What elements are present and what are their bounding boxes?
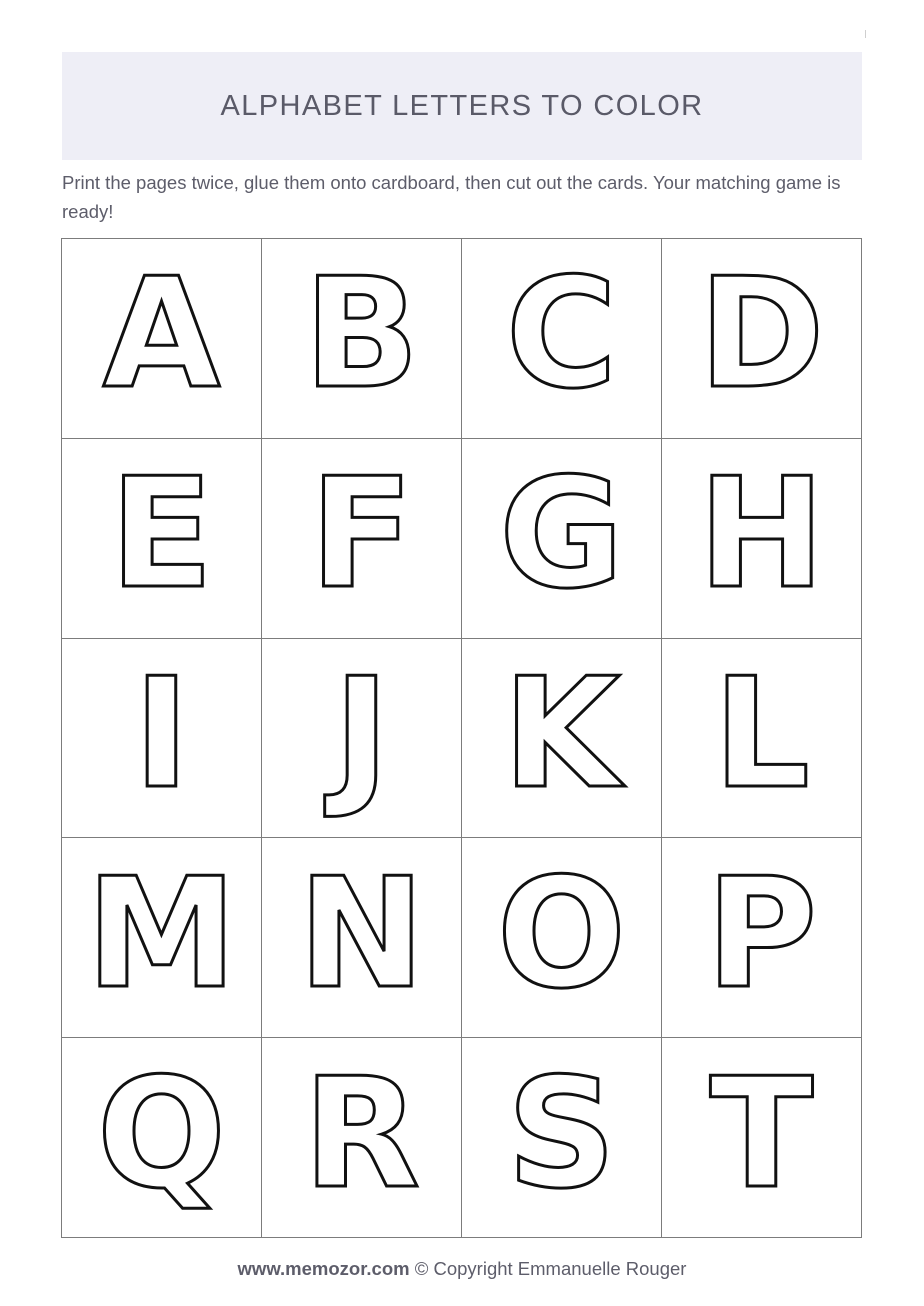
letter-card-grid (61, 238, 862, 1238)
letter-card (462, 639, 662, 839)
letter-card (462, 1038, 662, 1238)
letter-glyph: M (85, 844, 238, 1022)
letter-glyph: P (705, 844, 818, 1022)
page-corner-mark (865, 30, 866, 38)
letter-glyph: B (303, 245, 420, 423)
letter-glyph: I (133, 644, 190, 822)
letter-card (662, 639, 862, 839)
letter-glyph: D (698, 245, 825, 423)
letter-card (462, 838, 662, 1038)
letter-glyph: A (102, 245, 221, 423)
letter-card (462, 239, 662, 439)
letter-glyph: S (506, 1044, 617, 1222)
letter-card (462, 439, 662, 639)
letter-glyph: O (496, 844, 627, 1022)
letter-glyph: H (697, 445, 826, 623)
letter-glyph: J (333, 644, 390, 822)
letter-card (62, 1038, 262, 1238)
letter-card (262, 439, 462, 639)
letter-card (62, 439, 262, 639)
letter-card (262, 838, 462, 1038)
letter-glyph: L (713, 644, 810, 822)
footer-credit (0, 1258, 924, 1280)
letter-glyph: C (505, 245, 618, 423)
letter-card (62, 639, 262, 839)
letter-card (662, 1038, 862, 1238)
letter-card (262, 1038, 462, 1238)
letter-card (62, 838, 262, 1038)
letter-glyph: E (109, 445, 214, 623)
footer-site: www.memozor.com (237, 1258, 410, 1279)
letter-glyph: T (709, 1044, 814, 1222)
letter-card (62, 239, 262, 439)
letter-glyph: Q (96, 1044, 227, 1222)
footer-copyright-text: © Copyright Emmanuelle Rouger (414, 1258, 687, 1279)
letter-glyph: G (499, 445, 624, 623)
letter-card (662, 838, 862, 1038)
instructions-text: Print the pages twice, glue them onto cardboard, then cut out the cards. Your matching game is ready! (62, 172, 841, 222)
title-banner (62, 52, 862, 160)
letter-card (662, 239, 862, 439)
letter-glyph: R (302, 1044, 421, 1222)
page-title: ALPHABET LETTERS TO COLOR (220, 89, 704, 122)
letter-card (262, 639, 462, 839)
letter-glyph: K (502, 644, 621, 822)
letter-glyph: N (297, 844, 426, 1022)
letter-card (662, 439, 862, 639)
letter-card (262, 239, 462, 439)
letter-glyph: F (309, 445, 414, 623)
